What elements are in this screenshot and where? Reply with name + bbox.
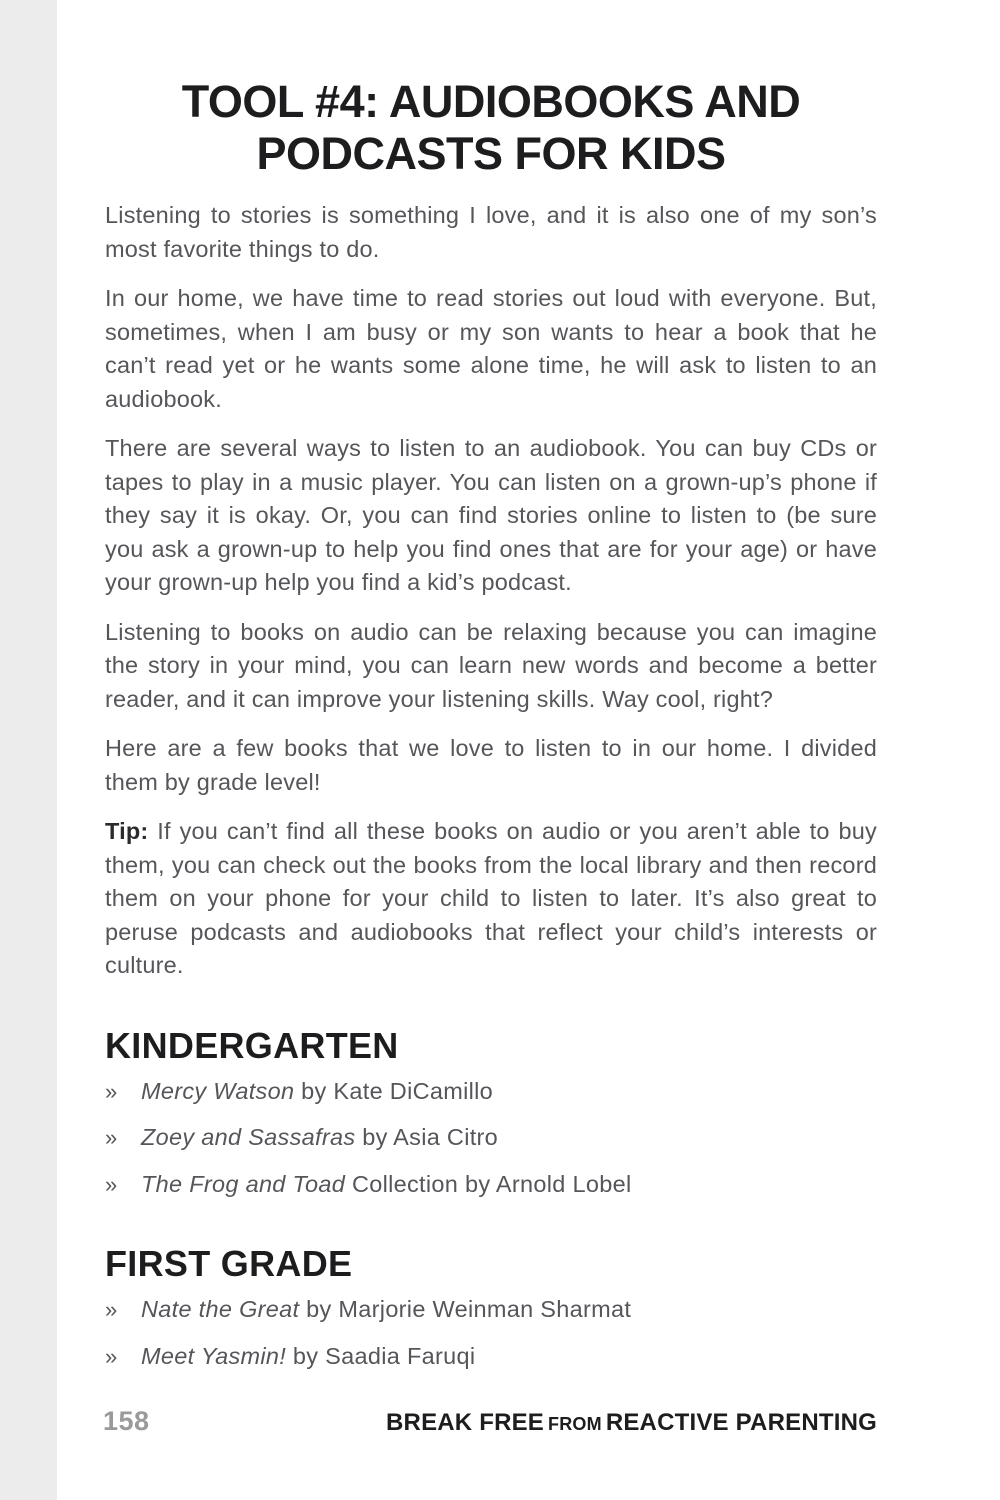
list-item	[105, 1293, 877, 1327]
paragraph-2: In our home, we have time to read stories out loud with everyone. But, sometimes, when I am busy or my son wants to hear a book that he can’t read yet or he wants some alone time, he will ask to listen to an audiobook.	[105, 285, 877, 412]
tip-paragraph	[105, 815, 877, 983]
tip-text: If you can’t find all these books on audio or you aren’t able to buy them, you can check out the books from the local library and then record them on your phone for your child to listen to later. It’s also great to peruse podcasts and audiobooks that reflect your child’s interests or culture.	[105, 818, 877, 978]
running-title-part3: REACTIVE PARENTING	[605, 1409, 877, 1436]
book-entry	[141, 1121, 498, 1155]
paragraph-1: Listening to stories is something I love, and it is also one of my son’s most favorite things to do.	[105, 202, 877, 262]
list-item	[105, 1168, 877, 1202]
book-title: Meet Yasmin!	[141, 1342, 287, 1369]
book-entry	[141, 1168, 631, 1202]
paragraph-3: There are several ways to listen to an audiobook. You can buy CDs or tapes to play in a music player. You can listen on a grown-up’s phone if they say it is okay. Or, you can find stories online to listen to (be sure you ask a grown-up to help you find ones that are for your age) or have your grown-up help you find a kid’s podcast.	[105, 435, 877, 595]
section-heading-kindergarten: KINDERGARTEN	[105, 1024, 399, 1066]
first-grade-book-list	[105, 1293, 877, 1373]
guillemet-bullet-icon: »	[105, 1297, 118, 1322]
list-item	[105, 1340, 877, 1374]
chapter-title: TOOL #4: AUDIOBOOKS AND PODCASTS FOR KIDS	[181, 76, 801, 179]
paragraph-4: Listening to books on audio can be relaxing because you can imagine the story in your mind, you can learn new words and become a better reader, and it can improve your listening skills. Way cool, right?	[105, 618, 877, 712]
guillemet-bullet-icon: »	[105, 1078, 118, 1104]
running-title-part1: BREAK FREE	[386, 1409, 545, 1436]
book-title: Zoey and Sassafras	[141, 1124, 356, 1150]
book-author: by Saadia Faruqi	[286, 1342, 476, 1369]
section-heading-first-grade: FIRST GRADE	[105, 1243, 353, 1284]
page-gutter-strip	[0, 0, 57, 1500]
page-footer	[103, 1406, 877, 1437]
book-author: by Kate DiCamillo	[294, 1077, 494, 1104]
book-page-content	[105, 0, 877, 1373]
book-title: The Frog and Toad	[141, 1170, 346, 1197]
list-item	[105, 1075, 877, 1109]
paragraph-5: Here are a few books that we love to listen to in our home. I divided them by grade level!	[105, 735, 877, 795]
book-entry	[141, 1293, 631, 1327]
book-author: by Marjorie Weinman Sharmat	[299, 1296, 632, 1322]
running-title-part2: FROM	[548, 1414, 602, 1434]
book-title: Mercy Watson	[141, 1077, 295, 1104]
book-author: Collection by Arnold Lobel	[345, 1170, 632, 1197]
guillemet-bullet-icon: »	[105, 1125, 118, 1150]
guillemet-bullet-icon: »	[105, 1343, 118, 1369]
page-number: 158	[103, 1406, 150, 1436]
tip-label: Tip:	[105, 818, 149, 844]
kindergarten-book-list	[105, 1075, 877, 1202]
guillemet-bullet-icon: »	[105, 1171, 118, 1197]
book-entry	[141, 1075, 493, 1109]
running-title	[386, 1409, 877, 1437]
book-author: by Asia Citro	[355, 1124, 499, 1150]
book-entry	[141, 1340, 475, 1374]
book-title: Nate the Great	[141, 1296, 300, 1322]
list-item	[105, 1121, 877, 1155]
